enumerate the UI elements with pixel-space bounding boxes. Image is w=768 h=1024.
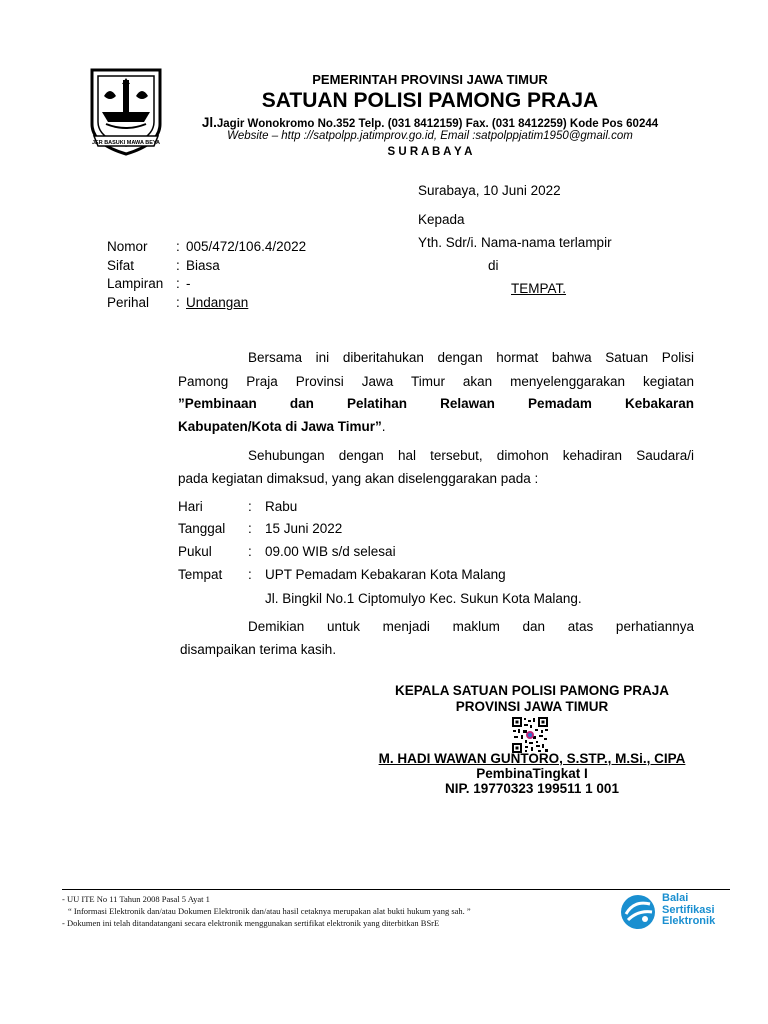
schedule-value-tempat-address: Jl. Bingkil No.1 Ciptomulyo Kec. Sukun Kota Malang. — [265, 591, 582, 606]
schedule-label: Tanggal — [178, 521, 226, 536]
kop-address: Jl.Jagir Wonokromo No.352 Telp. (031 8412159) Fax. (031 8412259) Kode Pos 60244 — [201, 115, 659, 130]
meta-separator: : — [176, 276, 180, 291]
meta-separator: : — [176, 239, 180, 254]
kop-province: PEMERINTAH PROVINSI JAWA TIMUR — [312, 72, 548, 87]
bsre-logo-text: Balai Sertifikasi Elektronik — [662, 892, 716, 927]
meta-separator: : — [176, 295, 180, 310]
svg-text:JER BASUKI MAWA BEYA: JER BASUKI MAWA BEYA — [91, 140, 161, 146]
meta-label: Sifat — [107, 258, 135, 273]
meta-value-perihal: Undangan — [186, 295, 249, 310]
paragraph-2-line-1: Sehubungan dengan hal tersebut, dimohon kehadiran Saudara/i — [248, 448, 694, 463]
meta-label: Perihal — [107, 295, 150, 310]
meta-value-lampiran: - — [186, 276, 191, 291]
signatory-rank: PembinaTingkat I — [476, 766, 588, 781]
footer-esign-note: - Dokumen ini telah ditandatangani secara elektronik menggunakan sertifikat elektronik yang diterbitkan BSrE — [62, 918, 440, 928]
addressee-kepada: Kepada — [418, 212, 465, 227]
schedule-separator: : — [248, 567, 252, 582]
meta-label: Lampiran — [107, 276, 164, 291]
schedule-value-tempat: UPT Pemadam Kebakaran Kota Malang — [265, 567, 506, 582]
paragraph-2-line-2: pada kegiatan dimaksud, yang akan diselenggarakan pada : — [178, 471, 539, 486]
signatory-nip: NIP. 19770323 199511 1 001 — [445, 781, 619, 796]
kop-agency-title: SATUAN POLISI PAMONG PRAJA — [261, 89, 599, 112]
kop-city: S U R A B A Y A — [387, 146, 473, 158]
paragraph-1-line-2: Pamong Praja Provinsi Jawa Timur akan menyelenggarakan kegiatan — [178, 374, 694, 389]
schedule-label: Hari — [178, 499, 203, 514]
schedule-value-tanggal: 15 Juni 2022 — [265, 521, 343, 536]
bsre-logo-icon — [618, 892, 658, 932]
addressee-di: di — [488, 258, 499, 273]
paragraph-1-event-title: ”Pembinaan dan Pelatihan Relawan Pemadam Kebakaran — [178, 396, 694, 411]
schedule-label: Tempat — [178, 567, 223, 582]
footer-divider — [62, 889, 730, 890]
signatory-title: KEPALA SATUAN POLISI PAMONG PRAJA — [394, 683, 669, 698]
schedule-separator: : — [248, 521, 252, 536]
schedule-separator: : — [248, 499, 252, 514]
meta-label: Nomor — [107, 239, 148, 254]
meta-value-nomor: 005/472/106.4/2022 — [186, 239, 307, 254]
footer-law-quote: “ Informasi Elektronik dan/atau Dokumen Elektronik dan/atau hasil cetaknya merupakan alat bukti hukum yang sah. ” — [68, 906, 471, 916]
schedule-value-pukul: 09.00 WIB s/d selesai — [265, 544, 396, 559]
event-title-end: Kabupaten/Kota di Jawa Timur” — [178, 419, 382, 434]
addressee-yth: Yth. Sdr/i. Nama-nama terlampir — [418, 235, 612, 250]
meta-separator: : — [176, 258, 180, 273]
schedule-separator: : — [248, 544, 252, 559]
signatory-province: PROVINSI JAWA TIMUR — [455, 699, 609, 714]
letter-date: Surabaya, 10 Juni 2022 — [418, 183, 561, 198]
paragraph-1-line-4: Kabupaten/Kota di Jawa Timur”. — [178, 419, 386, 434]
meta-value-sifat: Biasa — [186, 258, 220, 273]
schedule-label: Pukul — [178, 544, 212, 559]
addressee-tempat: TEMPAT. — [511, 281, 567, 296]
paragraph-1-line-1: Bersama ini diberitahukan dengan hormat bahwa Satuan Polisi — [248, 350, 694, 365]
closing-line-1: Demikian untuk menjadi maklum dan atas perhatiannya — [248, 619, 694, 634]
signatory-name: M. HADI WAWAN GUNTORO, S.STP., M.Si., CIPA — [378, 751, 686, 766]
kop-website: Website – http ://satpolpp.jatimprov.go.id, Email :satpolppjatim1950@gmail.com — [227, 130, 633, 142]
closing-line-2: disampaikan terima kasih. — [180, 642, 337, 657]
footer-law-reference: - UU ITE No 11 Tahun 2008 Pasal 5 Ayat 1 — [62, 894, 210, 904]
qr-code-signature — [511, 716, 549, 754]
schedule-value-hari: Rabu — [265, 499, 298, 514]
